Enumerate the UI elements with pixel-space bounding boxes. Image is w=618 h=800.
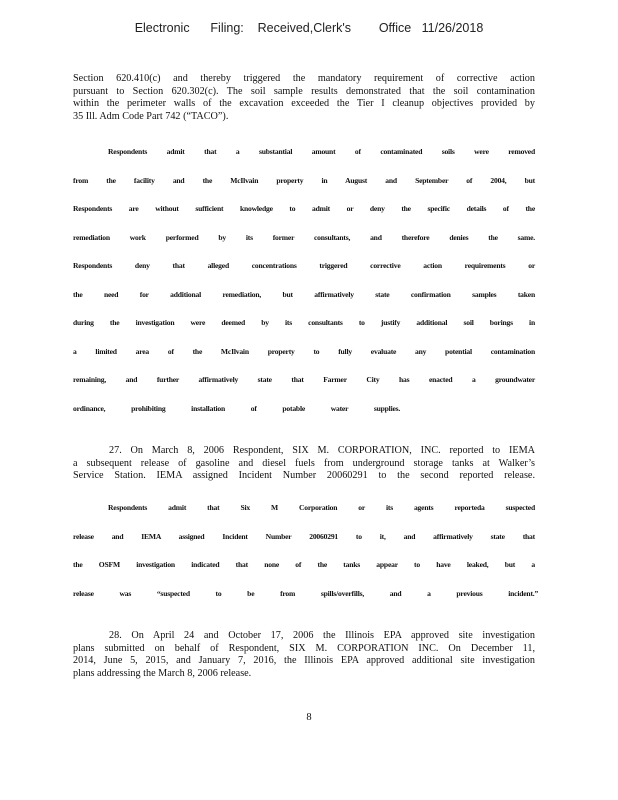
text-line: plans submitted on behalf of Respondent, SIX M. CORPORATION INC. On December 11, (73, 642, 535, 654)
response-block-27 (73, 502, 539, 616)
response-line: Respondents admit that a substantial amount of contaminated soils were removed (108, 147, 535, 156)
text-line: Section 620.410(c) and thereby triggered the mandatory requirement of corrective action (73, 73, 535, 84)
text-line: 2014, June 5, 2015, and January 7, 2016, the Illinois EPA approved additional site investigation (73, 655, 535, 667)
response-line: Respondents are without sufficient knowledge to admit or deny the specific details of the (73, 204, 535, 213)
text-line: plans addressing the March 8, 2006 release. (73, 667, 252, 679)
response-line: the OSFM investigation indicated that none of the tanks appear to have leaked, but a (73, 560, 535, 569)
response-line: from the facility and the McIlvain property in August and September of 2004, but (73, 175, 535, 185)
response-line: ordinance, prohibiting installation of potable water supplies. (73, 403, 401, 413)
text-line: pursuant to Section 620.302(c). The soil sample results demonstrated that the soil contamination (73, 85, 535, 97)
response-line: a limited area of the McIlvain property to fully evaluate any potential contamination (73, 346, 535, 356)
paragraph-27 (73, 445, 535, 483)
filing-header: Electronic Filing: Received,Clerk's Office 11/26/2018 (134, 21, 484, 35)
response-line: release and IEMA assigned Incident Number 20060291 to it, and affirmatively state that (73, 531, 535, 541)
page-number: 8 (306, 712, 312, 723)
text-line: 28. On April 24 and October 17, 2006 the Illinois EPA approved site investigation (109, 630, 535, 641)
response-line: Respondents admit that Six M Corporation or its agents reporteda suspected (108, 503, 535, 512)
response-block-1 (73, 146, 535, 431)
text-line: 35 Ill. Adm Code Part 742 (“TACO”). (73, 110, 229, 122)
response-line: the need for additional remediation, but affirmatively state confirmation samples taken (73, 289, 535, 299)
text-line: a subsequent release of gasoline and diesel fuels from underground storage tanks at Walker’s (73, 457, 535, 469)
response-line: Respondents deny that alleged concentrations triggered corrective action requirements or (73, 261, 535, 270)
text-line: within the perimeter walls of the excavation exceeded the Tier I cleanup objectives provided by (73, 98, 535, 110)
text-line: Service Station. IEMA assigned Incident Number 20060291 to the second reported release. (73, 470, 535, 482)
text-line: 27. On March 8, 2006 Respondent, SIX M. CORPORATION, INC. reported to IEMA (109, 445, 535, 456)
paragraph-section-620 (73, 73, 535, 123)
response-line: remaining, and further affirmatively state that Farmer City has enacted a groundwater (73, 375, 535, 384)
response-line: remediation work performed by its former consultants, and therefore denies the same. (73, 232, 535, 242)
response-line: during the investigation were deemed by its consultants to justify additional soil borings in (73, 318, 535, 327)
response-line: release was “suspected to be from spills/overfills, and a previous incident.” (73, 588, 539, 598)
paragraph-28 (73, 630, 535, 680)
